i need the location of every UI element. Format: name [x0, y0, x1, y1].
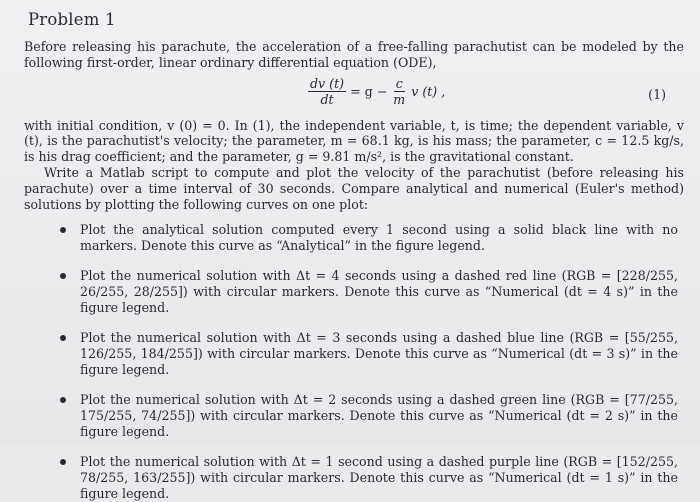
- list-item: [54, 222, 684, 254]
- list-item: [54, 392, 684, 440]
- problem-title: Problem 1: [28, 10, 116, 29]
- drag-ratio-denominator: m: [393, 91, 406, 107]
- equation-rhs: v (t) ,: [411, 83, 446, 99]
- derivative-denominator: dt: [320, 91, 334, 107]
- task-paragraph: Write a Matlab script to compute and plot the velocity of the parachutist (before releasing his parachute) over a time interval of 30 seconds. Compare analytical and numerical (Euler's method) solutions by plotting the following curves on one plot:: [24, 164, 684, 212]
- derivative-numerator: dv (t): [310, 75, 345, 91]
- bullet-icon: [60, 397, 66, 403]
- drag-ratio-fraction: [391, 76, 407, 107]
- bullet-icon: [60, 335, 66, 341]
- derivative-fraction: [308, 76, 346, 107]
- bullet-icon: [60, 273, 66, 279]
- bullet-text: Plot the numerical solution with Δt = 2 seconds using a dashed green line (RGB = [77/255, 175/255, 74/255]) with circular markers. Denote this curve as “Numerical (dt = 2 s)” in the figure legend.: [80, 392, 678, 440]
- bullet-icon: [60, 227, 66, 233]
- list-item: [54, 268, 684, 316]
- intro-paragraph: Before releasing his parachute, the acceleration of a free-falling parachutist can be modeled by the following first-order, linear ordinary differential equation (ODE),: [24, 39, 684, 70]
- bullet-list: [24, 222, 684, 502]
- drag-ratio-numerator: c: [395, 75, 403, 91]
- equation-middle: = g −: [350, 83, 388, 99]
- bullet-text: Plot the analytical solution computed every 1 second using a solid black line with no markers. Denote this curve as “Analytical” in the figure legend.: [80, 222, 678, 254]
- bullet-text: Plot the numerical solution with Δt = 1 second using a dashed purple line (RGB = [152/255, 78/255, 163/255]) with circular markers. Denote this curve as “Numerical (dt = 1 s)” in the figure legend.: [80, 454, 678, 502]
- description-paragraph: with initial condition, v (0) = 0. In (1), the independent variable, t, is time; the dependent variable, v (t), is the parachutist's velocity; the parameter, m = 68.1 kg, is his mass; the parameter, c = 12.5 kg/s, is his drag coefficient; and the parameter, g = 9.81 m/s², is the gravitational constant.: [24, 117, 684, 165]
- bullet-text: Plot the numerical solution with Δt = 4 seconds using a dashed red line (RGB = [228/255, 26/255, 28/255]) with circular markers. Denote this curve as “Numerical (dt = 4 s)” in the figure legend.: [80, 268, 678, 316]
- ode-equation: [308, 76, 445, 107]
- equation-row: [24, 74, 684, 116]
- bullet-text: Plot the numerical solution with Δt = 3 seconds using a dashed blue line (RGB = [55/255, 126/255, 184/255]) with circular markers. Denote this curve as “Numerical (dt = 3 s)” in the figure legend.: [80, 330, 678, 378]
- list-item: [54, 454, 684, 502]
- equation-number: (1): [648, 86, 666, 102]
- list-item: [54, 330, 684, 378]
- bullet-icon: [60, 459, 66, 465]
